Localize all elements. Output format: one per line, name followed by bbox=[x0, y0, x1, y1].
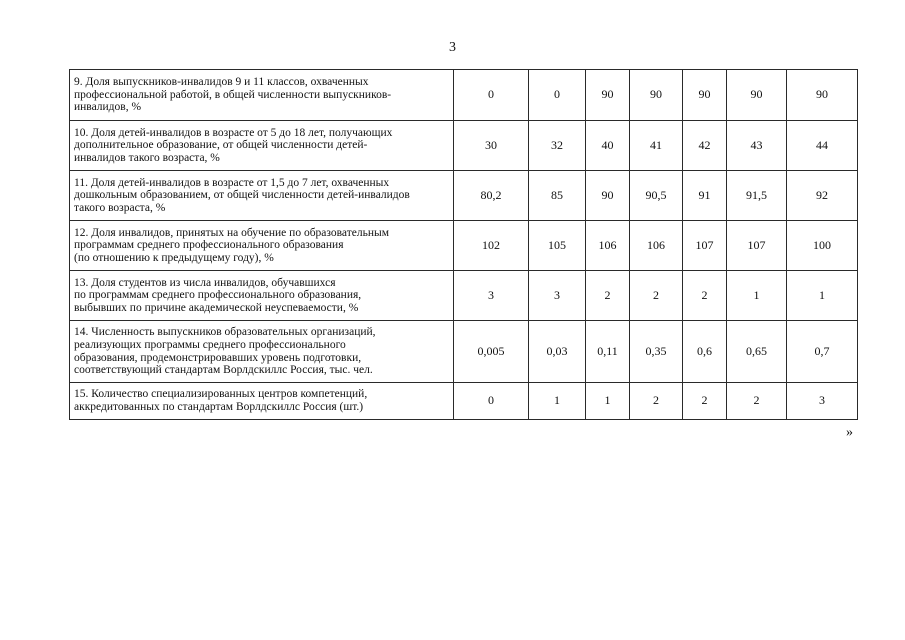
value-cell: 3 bbox=[529, 271, 586, 321]
value-cell: 0 bbox=[454, 70, 529, 121]
value-cell: 40 bbox=[586, 121, 630, 171]
value-cell: 91 bbox=[683, 171, 727, 221]
value-cell: 2 bbox=[727, 383, 787, 420]
value-cell: 1 bbox=[787, 271, 858, 321]
value-cell: 3 bbox=[454, 271, 529, 321]
row-label: 9. Доля выпускников-инвалидов 9 и 11 классов, охваченных профессиональной работой, в общей численности выпускников- инвалидов, % bbox=[70, 70, 454, 121]
value-cell: 106 bbox=[586, 221, 630, 271]
value-cell: 90 bbox=[586, 171, 630, 221]
row-label: 12. Доля инвалидов, принятых на обучение по образовательным программам среднего профессионального образования (по отношению к предыдущему году), % bbox=[70, 221, 454, 271]
value-cell: 0 bbox=[454, 383, 529, 420]
value-cell: 32 bbox=[529, 121, 586, 171]
value-cell: 91,5 bbox=[727, 171, 787, 221]
table-row bbox=[70, 383, 858, 420]
value-cell: 42 bbox=[683, 121, 727, 171]
row-label: 15. Количество специализированных центров компетенций, аккредитованных по стандартам Ворлдскиллс Россия (шт.) bbox=[70, 383, 454, 420]
value-cell: 105 bbox=[529, 221, 586, 271]
value-cell: 44 bbox=[787, 121, 858, 171]
table-row bbox=[70, 70, 858, 121]
row-label: 11. Доля детей-инвалидов в возрасте от 1,5 до 7 лет, охваченных дошкольным образованием, от общей численности детей-инвалидов такого возраста, % bbox=[70, 171, 454, 221]
value-cell: 90 bbox=[630, 70, 683, 121]
value-cell: 2 bbox=[683, 271, 727, 321]
closing-quote-mark: » bbox=[846, 425, 853, 440]
table-row bbox=[70, 321, 858, 383]
value-cell: 90 bbox=[683, 70, 727, 121]
table-row bbox=[70, 121, 858, 171]
value-cell: 0,03 bbox=[529, 321, 586, 383]
value-cell: 41 bbox=[630, 121, 683, 171]
value-cell: 1 bbox=[586, 383, 630, 420]
value-cell: 102 bbox=[454, 221, 529, 271]
value-cell: 43 bbox=[727, 121, 787, 171]
value-cell: 0,65 bbox=[727, 321, 787, 383]
value-cell: 0 bbox=[529, 70, 586, 121]
row-label: 14. Численность выпускников образовательных организаций, реализующих программы среднего профессионального образования, продемонстрировавших уровень подготовки, соответствующий стандартам Ворлдскиллс Россия, тыс. чел. bbox=[70, 321, 454, 383]
value-cell: 0,11 bbox=[586, 321, 630, 383]
value-cell: 80,2 bbox=[454, 171, 529, 221]
indicators-table-body bbox=[70, 70, 858, 420]
row-label: 10. Доля детей-инвалидов в возрасте от 5 до 18 лет, получающих дополнительное образование, от общей численности детей- инвалидов такого возраста, % bbox=[70, 121, 454, 171]
value-cell: 90,5 bbox=[630, 171, 683, 221]
value-cell: 92 bbox=[787, 171, 858, 221]
row-label: 13. Доля студентов из числа инвалидов, обучавшихся по программам среднего профессионального образования, выбывших по причине академической неуспеваемости, % bbox=[70, 271, 454, 321]
value-cell: 3 bbox=[787, 383, 858, 420]
value-cell: 2 bbox=[683, 383, 727, 420]
value-cell: 0,6 bbox=[683, 321, 727, 383]
value-cell: 1 bbox=[727, 271, 787, 321]
value-cell: 107 bbox=[683, 221, 727, 271]
table-row bbox=[70, 271, 858, 321]
value-cell: 85 bbox=[529, 171, 586, 221]
table-row bbox=[70, 221, 858, 271]
page-number: 3 bbox=[449, 40, 456, 55]
value-cell: 90 bbox=[787, 70, 858, 121]
value-cell: 2 bbox=[630, 271, 683, 321]
value-cell: 30 bbox=[454, 121, 529, 171]
value-cell: 107 bbox=[727, 221, 787, 271]
indicators-table bbox=[69, 69, 858, 420]
value-cell: 0,005 bbox=[454, 321, 529, 383]
value-cell: 90 bbox=[586, 70, 630, 121]
value-cell: 106 bbox=[630, 221, 683, 271]
value-cell: 2 bbox=[630, 383, 683, 420]
value-cell: 2 bbox=[586, 271, 630, 321]
value-cell: 0,35 bbox=[630, 321, 683, 383]
value-cell: 100 bbox=[787, 221, 858, 271]
value-cell: 0,7 bbox=[787, 321, 858, 383]
value-cell: 1 bbox=[529, 383, 586, 420]
value-cell: 90 bbox=[727, 70, 787, 121]
table-row bbox=[70, 171, 858, 221]
